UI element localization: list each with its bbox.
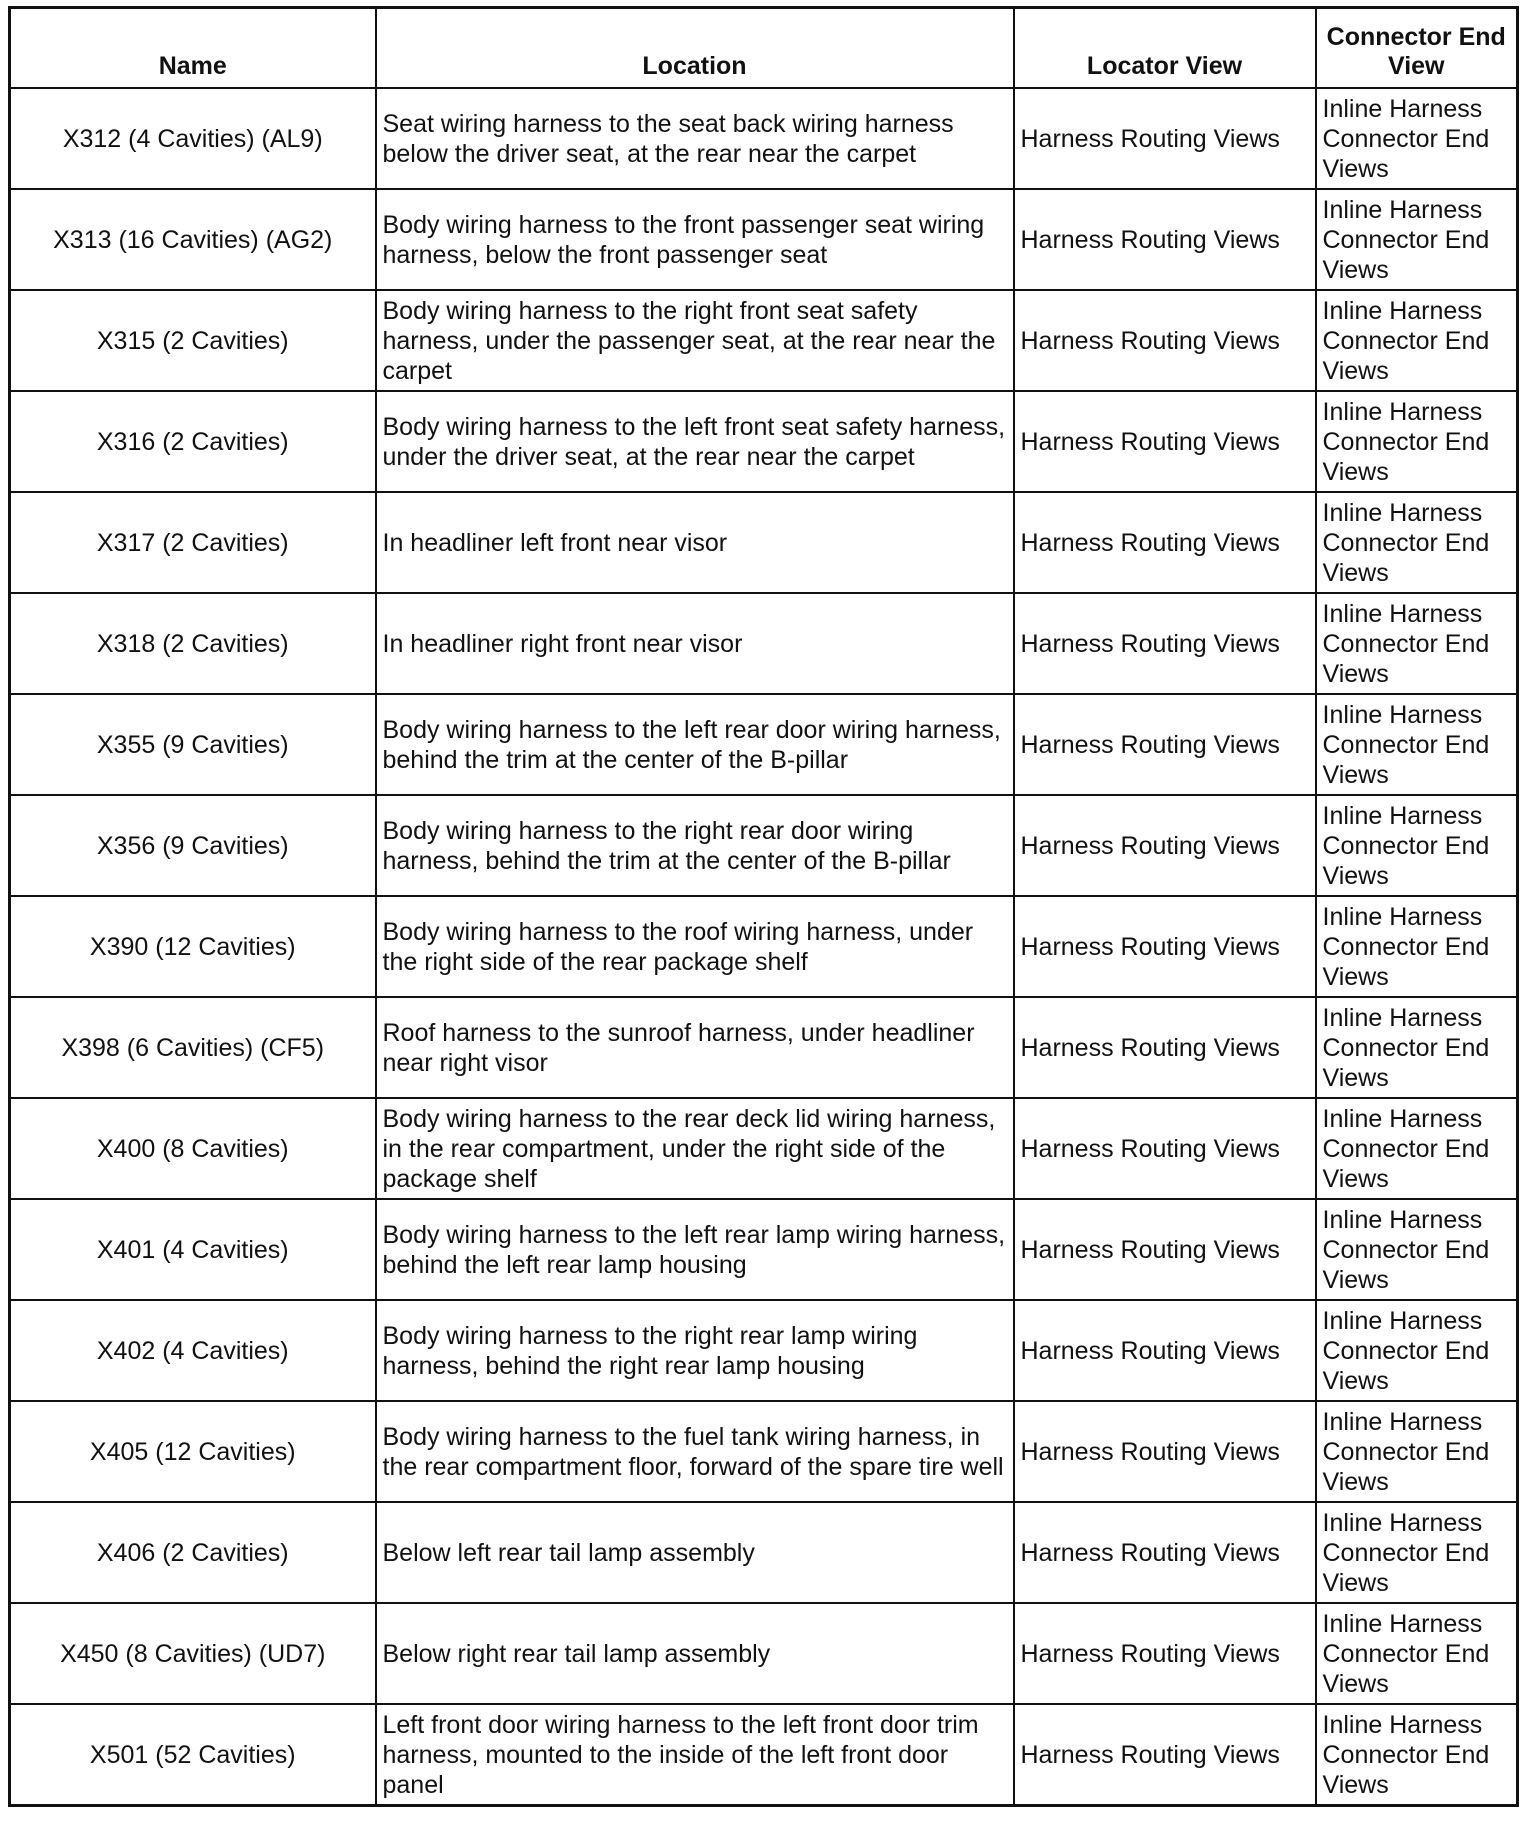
table-row <box>10 694 1518 795</box>
cell-location: Body wiring harness to the right rear door wiring harness, behind the trim at the center of the B-pillar <box>376 795 1014 896</box>
table-row <box>10 1098 1518 1199</box>
cell-location: Roof harness to the sunroof harness, under headliner near right visor <box>376 997 1014 1098</box>
header-connector-end-view: Connector End View <box>1316 8 1518 89</box>
table-row <box>10 795 1518 896</box>
table-row <box>10 896 1518 997</box>
cell-locator-view-link[interactable]: Harness Routing Views <box>1014 1502 1316 1603</box>
connector-table-page <box>8 6 1516 1807</box>
cell-locator-view-link[interactable]: Harness Routing Views <box>1014 88 1316 189</box>
cell-connector-end-view-link[interactable]: Inline Harness Connector End Views <box>1316 492 1518 593</box>
cell-locator-view-link[interactable]: Harness Routing Views <box>1014 896 1316 997</box>
cell-name: X406 (2 Cavities) <box>10 1502 376 1603</box>
cell-location: Body wiring harness to the left rear lamp wiring harness, behind the left rear lamp housing <box>376 1199 1014 1300</box>
cell-name: X312 (4 Cavities) (AL9) <box>10 88 376 189</box>
cell-location: Body wiring harness to the right rear lamp wiring harness, behind the right rear lamp housing <box>376 1300 1014 1401</box>
table-row <box>10 492 1518 593</box>
connector-table <box>8 6 1519 1807</box>
cell-name: X355 (9 Cavities) <box>10 694 376 795</box>
cell-name: X318 (2 Cavities) <box>10 593 376 694</box>
cell-locator-view-link[interactable]: Harness Routing Views <box>1014 997 1316 1098</box>
cell-locator-view-link[interactable]: Harness Routing Views <box>1014 1603 1316 1704</box>
cell-locator-view-link[interactable]: Harness Routing Views <box>1014 391 1316 492</box>
cell-name: X401 (4 Cavities) <box>10 1199 376 1300</box>
cell-connector-end-view-link[interactable]: Inline Harness Connector End Views <box>1316 391 1518 492</box>
cell-locator-view-link[interactable]: Harness Routing Views <box>1014 492 1316 593</box>
table-row <box>10 1401 1518 1502</box>
cell-name: X317 (2 Cavities) <box>10 492 376 593</box>
cell-connector-end-view-link[interactable]: Inline Harness Connector End Views <box>1316 795 1518 896</box>
cell-name: X450 (8 Cavities) (UD7) <box>10 1603 376 1704</box>
cell-locator-view-link[interactable]: Harness Routing Views <box>1014 1199 1316 1300</box>
cell-name: X315 (2 Cavities) <box>10 290 376 391</box>
cell-locator-view-link[interactable]: Harness Routing Views <box>1014 1704 1316 1806</box>
cell-name: X356 (9 Cavities) <box>10 795 376 896</box>
cell-location: In headliner left front near visor <box>376 492 1014 593</box>
cell-location: Seat wiring harness to the seat back wiring harness below the driver seat, at the rear near the carpet <box>376 88 1014 189</box>
cell-connector-end-view-link[interactable]: Inline Harness Connector End Views <box>1316 896 1518 997</box>
cell-locator-view-link[interactable]: Harness Routing Views <box>1014 1098 1316 1199</box>
header-locator-view: Locator View <box>1014 8 1316 89</box>
table-row <box>10 1704 1518 1806</box>
cell-name: X405 (12 Cavities) <box>10 1401 376 1502</box>
cell-locator-view-link[interactable]: Harness Routing Views <box>1014 1300 1316 1401</box>
cell-locator-view-link[interactable]: Harness Routing Views <box>1014 1401 1316 1502</box>
table-row <box>10 1603 1518 1704</box>
cell-locator-view-link[interactable]: Harness Routing Views <box>1014 593 1316 694</box>
table-row <box>10 88 1518 189</box>
cell-connector-end-view-link[interactable]: Inline Harness Connector End Views <box>1316 1098 1518 1199</box>
cell-location: Body wiring harness to the left rear door wiring harness, behind the trim at the center of the B-pillar <box>376 694 1014 795</box>
table-header-row <box>10 8 1518 89</box>
table-body <box>10 88 1518 1806</box>
cell-name: X501 (52 Cavities) <box>10 1704 376 1806</box>
table-row <box>10 391 1518 492</box>
cell-location: Body wiring harness to the front passenger seat wiring harness, below the front passenger seat <box>376 189 1014 290</box>
cell-location: Body wiring harness to the right front seat safety harness, under the passenger seat, at the rear near the carpet <box>376 290 1014 391</box>
header-location: Location <box>376 8 1014 89</box>
table-row <box>10 189 1518 290</box>
cell-connector-end-view-link[interactable]: Inline Harness Connector End Views <box>1316 88 1518 189</box>
cell-name: X316 (2 Cavities) <box>10 391 376 492</box>
cell-connector-end-view-link[interactable]: Inline Harness Connector End Views <box>1316 1502 1518 1603</box>
cell-connector-end-view-link[interactable]: Inline Harness Connector End Views <box>1316 694 1518 795</box>
table-row <box>10 1300 1518 1401</box>
cell-location: Body wiring harness to the left front seat safety harness, under the driver seat, at the rear near the carpet <box>376 391 1014 492</box>
table-row <box>10 1502 1518 1603</box>
cell-location: Body wiring harness to the rear deck lid wiring harness, in the rear compartment, under the right side of the package shelf <box>376 1098 1014 1199</box>
cell-connector-end-view-link[interactable]: Inline Harness Connector End Views <box>1316 1199 1518 1300</box>
cell-connector-end-view-link[interactable]: Inline Harness Connector End Views <box>1316 1300 1518 1401</box>
cell-name: X400 (8 Cavities) <box>10 1098 376 1199</box>
cell-location: In headliner right front near visor <box>376 593 1014 694</box>
cell-connector-end-view-link[interactable]: Inline Harness Connector End Views <box>1316 290 1518 391</box>
table-row <box>10 593 1518 694</box>
cell-locator-view-link[interactable]: Harness Routing Views <box>1014 290 1316 391</box>
cell-location: Below left rear tail lamp assembly <box>376 1502 1014 1603</box>
cell-location: Body wiring harness to the fuel tank wiring harness, in the rear compartment floor, forward of the spare tire well <box>376 1401 1014 1502</box>
cell-connector-end-view-link[interactable]: Inline Harness Connector End Views <box>1316 997 1518 1098</box>
cell-locator-view-link[interactable]: Harness Routing Views <box>1014 795 1316 896</box>
cell-name: X398 (6 Cavities) (CF5) <box>10 997 376 1098</box>
table-row <box>10 997 1518 1098</box>
cell-connector-end-view-link[interactable]: Inline Harness Connector End Views <box>1316 1603 1518 1704</box>
table-row <box>10 290 1518 391</box>
cell-name: X390 (12 Cavities) <box>10 896 376 997</box>
cell-locator-view-link[interactable]: Harness Routing Views <box>1014 694 1316 795</box>
cell-location: Body wiring harness to the roof wiring harness, under the right side of the rear package shelf <box>376 896 1014 997</box>
cell-location: Left front door wiring harness to the left front door trim harness, mounted to the inside of the left front door panel <box>376 1704 1014 1806</box>
cell-connector-end-view-link[interactable]: Inline Harness Connector End Views <box>1316 1401 1518 1502</box>
table-row <box>10 1199 1518 1300</box>
header-name: Name <box>10 8 376 89</box>
cell-name: X313 (16 Cavities) (AG2) <box>10 189 376 290</box>
cell-connector-end-view-link[interactable]: Inline Harness Connector End Views <box>1316 593 1518 694</box>
cell-locator-view-link[interactable]: Harness Routing Views <box>1014 189 1316 290</box>
cell-location: Below right rear tail lamp assembly <box>376 1603 1014 1704</box>
cell-name: X402 (4 Cavities) <box>10 1300 376 1401</box>
cell-connector-end-view-link[interactable]: Inline Harness Connector End Views <box>1316 1704 1518 1806</box>
cell-connector-end-view-link[interactable]: Inline Harness Connector End Views <box>1316 189 1518 290</box>
